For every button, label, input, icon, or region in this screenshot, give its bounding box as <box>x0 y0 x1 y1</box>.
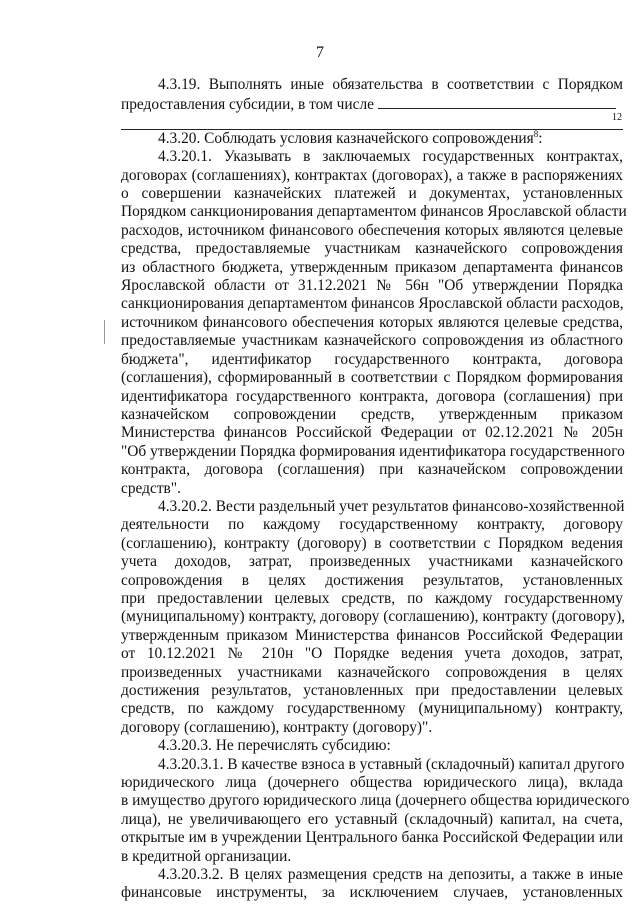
text-line: 4.3.19. Выполнять иные обязательства в соответствии с Порядком <box>158 76 623 93</box>
text-line: санкционирования департаментом финансов Ярославской области расходов, <box>121 295 624 313</box>
scan-artifact <box>104 320 105 344</box>
paragraph-4-3-19 <box>121 76 623 130</box>
text-line: бюджета", идентификатор государственного контракта, договора <box>121 350 623 368</box>
footnote-reference: 12 <box>612 111 622 123</box>
text-line: 4.3.20.3. Не перечислять субсидию: <box>158 737 391 755</box>
text-line <box>121 130 623 148</box>
paragraph-4-3-20-2 <box>121 497 626 737</box>
text-line: учета доходов, затрат, произведенных участниками казначейского <box>121 553 623 571</box>
text-line: деятельности по каждому государственному контракту, договору <box>121 516 623 534</box>
text-line: Министерства финансов Российской Федерации от 02.12.2021 № 205н <box>121 424 623 442</box>
paragraph-4-3-20-1 <box>121 148 627 498</box>
paragraph-4-3-20-3-2 <box>121 866 623 903</box>
footnote-superscript: 8 <box>533 128 539 139</box>
text-line: сопровождения в целях достижения результатов, установленных <box>121 571 623 589</box>
document-body <box>121 76 630 903</box>
text-line: открытые им в учреждении Центрального банка Российской Федерации или <box>121 829 623 847</box>
text-line: предоставляемые участникам казначейского сопровождения из областного <box>121 332 623 350</box>
text-line: 4.3.20.3.2. В целях размещения средств на депозиты, а также в иные <box>158 866 623 884</box>
text-line: в имущество другого юридического лица (дочернего общества юридического <box>121 792 630 810</box>
text-line: юридического лица (дочернего общества юридического лица), вклада <box>121 774 623 792</box>
text-line: произведенных участниками казначейского сопровождения в целях <box>121 663 623 681</box>
text-line: 4.3.20.3.1. В качестве взноса в уставный (складочный) капитал другого <box>158 755 625 773</box>
text-fragment: 4.3.20. Соблюдать условия казначейского сопровождения <box>158 129 534 147</box>
text-line: лица), не увеличивающего его уставный (складочный) капитал, на счета, <box>121 810 623 828</box>
text-line: источником финансового обеспечения которых являются целевые средства, <box>121 313 623 331</box>
text-line: (соглашения), сформированный в соответствии с Порядком формирования <box>121 369 623 387</box>
text-line: утвержденным приказом Министерства финансов Российской Федерации <box>121 626 623 644</box>
text-line: (соглашению), контракту (договору) в соответствии с Порядком ведения <box>121 534 623 552</box>
paragraph-4-3-20-3 <box>121 737 623 755</box>
text-line: договору (соглашению), контракту (договору)". <box>121 718 433 736</box>
text-line: казначейском сопровождении средств, утвержденным приказом <box>121 405 623 423</box>
text-line: Порядком санкционирования департаментом финансов Ярославской области <box>121 203 627 221</box>
text-line <box>121 94 623 114</box>
text-line: финансовые инструменты, за исключением случаев, установленных <box>121 884 623 902</box>
text-line: (муниципальному) контракту, договору (соглашению), контракту (договору), <box>121 608 626 626</box>
blank-fill-line <box>378 94 616 109</box>
paragraph-4-3-20 <box>121 130 623 148</box>
text-line: средств". <box>121 479 181 497</box>
text-line: договорах (соглашениях), контрактах (договорах), а также в распоряжениях <box>121 166 623 184</box>
text-fragment: предоставления субсидии, в том числе <box>121 96 374 114</box>
text-line: при предоставлении целевых средств, по каждому государственному <box>121 589 623 607</box>
text-line: о совершении казначейских платежей и документах, установленных <box>121 185 623 203</box>
text-line: 4.3.20.2. Вести раздельный учет результатов финансово-хозяйственной <box>158 497 625 515</box>
text-line: Ярославской области от 31.12.2021 № 56н "Об утверждении Порядка <box>121 277 623 295</box>
text-line: контракта, договора (соглашения) при казначейском сопровождении <box>121 461 623 479</box>
text-line: из областного бюджета, утвержденным приказом департамента финансов <box>121 258 623 276</box>
blank-fill-line-full <box>121 111 623 130</box>
text-fragment: : <box>538 129 543 147</box>
page-number: 7 <box>316 44 324 61</box>
text-line: достижения результатов, установленных при предоставлении целевых <box>121 682 623 699</box>
text-line: расходов, источником финансового обеспечения которых являются целевые <box>121 221 623 239</box>
text-line: "Об утверждении Порядка формирования идентификатора государственного <box>121 442 625 460</box>
paragraph-4-3-20-3-1 <box>121 755 630 866</box>
text-line: в кредитной организации. <box>121 847 292 865</box>
text-line: идентификатора государственного контракта, договора (соглашения) при <box>121 387 623 405</box>
text-line: средства, предоставляемые участникам казначейского сопровождения <box>121 240 623 258</box>
text-line: 4.3.20.1. Указывать в заключаемых государственных контрактах, <box>158 148 623 166</box>
text-line: от 10.12.2021 № 210н "О Порядке ведения учета доходов, затрат, <box>121 645 623 663</box>
text-line: средств, по каждому государственному (муниципальному) контракту, <box>121 700 623 718</box>
